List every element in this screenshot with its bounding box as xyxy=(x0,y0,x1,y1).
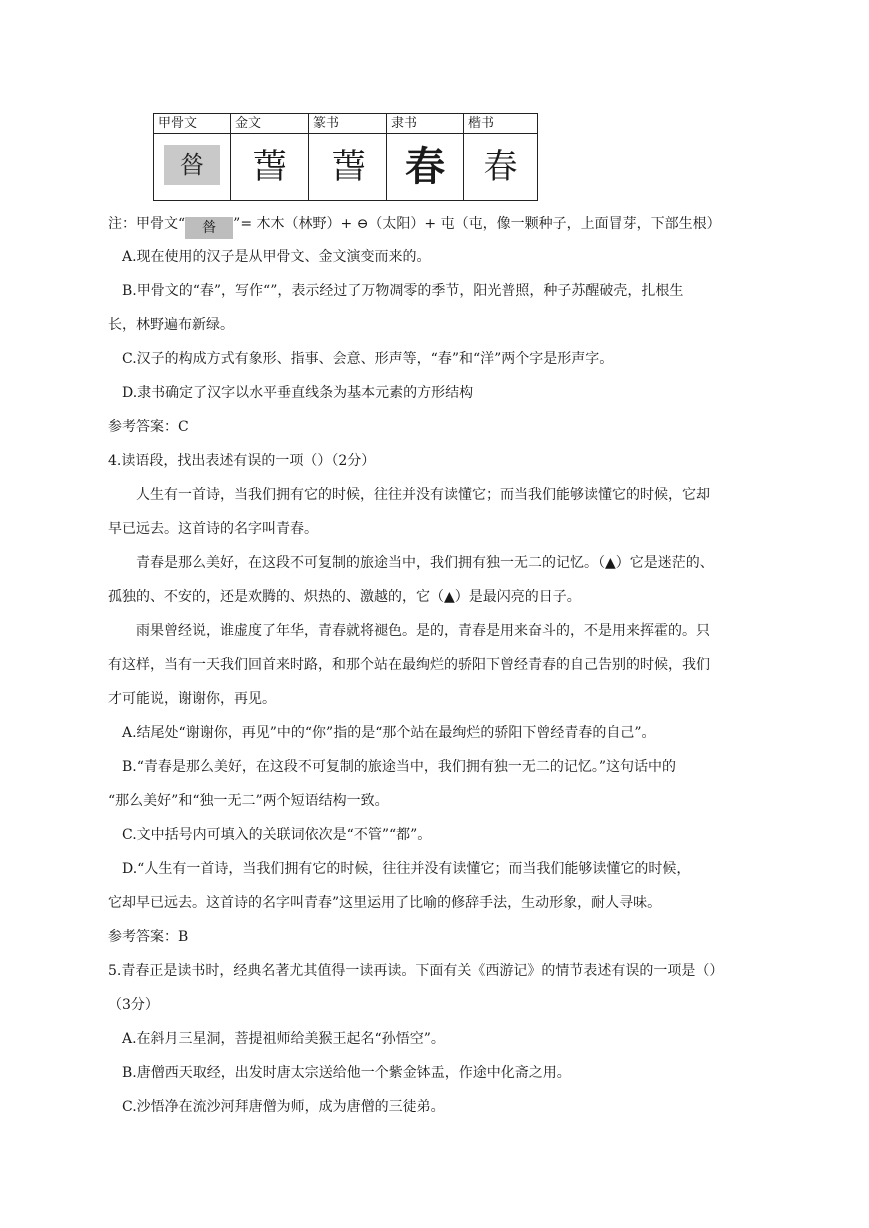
header-jinwen: 金文 xyxy=(231,114,309,134)
text-line: “那么美好”和“独一无二”两个短语结构一致。 xyxy=(108,793,389,809)
header-kaishu: 楷书 xyxy=(464,114,538,134)
text-line: B.唐僧西天取经，出发时唐太宗送给他一个紫金钵盂，作途中化斋之用。 xyxy=(122,1065,571,1081)
text-line: 才可能说，谢谢你，再见。 xyxy=(108,691,276,707)
header-zhuanshu: 篆书 xyxy=(309,114,387,134)
text-line: 孤独的、不安的，还是欢腾的、炽热的、激越的，它（▲）是最闪亮的日子。 xyxy=(108,589,581,605)
oracle-bone-inline-image: 㫺 xyxy=(185,217,233,239)
text-line: A.在斜月三星洞，菩提祖师给美猴王起名“孙悟空”。 xyxy=(122,1031,445,1047)
text-line: 它却早已远去。这首诗的名字叫青春”这里运用了比喻的修辞手法，生动形象，耐人寻味。 xyxy=(108,895,662,911)
bronze-glyph: 萅 xyxy=(252,147,287,187)
text-line: 人生有一首诗，当我们拥有它的时候，往往并没有读懂它；而当我们能够读懂它的时候，它却 xyxy=(136,487,710,503)
text-line: A.结尾处“谢谢你，再见”中的“你”指的是“那个站在最绚烂的骄阳下曾经青春的自己”。 xyxy=(122,725,656,741)
glyph-note: 注：甲骨文“ 㫺 ”= ⽊⽊（林野）+ ⊖（太阳）+ 屯（屯，像一颗种子，上面冒芽，下部生根） xyxy=(108,210,868,239)
text-line: A.现在使用的汉子是从甲骨文、金文演变而来的。 xyxy=(122,249,431,265)
regular-glyph: 春 xyxy=(483,147,518,187)
text-line: 4.读语段，找出表述有误的一项（）（2分） xyxy=(108,453,376,469)
text-line: B.甲骨文的“春”，写作“”，表示经过了万物凋零的季节，阳光普照，种子苏醒破壳，扎根生 xyxy=(122,283,684,299)
body-text xyxy=(108,240,768,1124)
table-header-row xyxy=(154,114,538,134)
text-line: （3分） xyxy=(108,997,159,1013)
text-line: D.“人生有一首诗，当我们拥有它的时候，往往并没有读懂它；而当我们能够读懂它的时候， xyxy=(122,861,691,877)
text-line: 5.青春正是读书时，经典名著尤其值得一读再读。下面有关《西游记》的情节表述有误的一项是（） xyxy=(108,963,724,979)
text-line: D.隶书确定了汉字以水平垂直线条为基本元素的方形结构 xyxy=(122,385,474,401)
glyph-cell-zhuanshu xyxy=(309,134,387,201)
clerical-glyph: 春 xyxy=(405,143,445,190)
text-line: 有这样，当有一天我们回首来时路，和那个站在最绚烂的骄阳下曾经青春的自己告别的时候，我们 xyxy=(108,657,710,673)
text-line: 长，林野遍布新绿。 xyxy=(108,317,234,333)
text-line: B.“青春是那么美好，在这段不可复制的旅途当中，我们拥有独一无二的记忆。”这句话中的 xyxy=(122,759,677,775)
seal-glyph: 萅 xyxy=(331,147,364,187)
text-line: C.沙悟净在流沙河拜唐僧为师，成为唐僧的三徒弟。 xyxy=(122,1099,445,1115)
text-line: 青春是那么美好，在这段不可复制的旅途当中，我们拥有独一无二的记忆。（▲）它是迷茫的、 xyxy=(136,555,714,571)
text-line: 参考答案：C xyxy=(108,419,189,435)
text-line: C.汉子的构成方式有象形、指事、会意、形声等，“春”和“洋”两个字是形声字。 xyxy=(122,351,614,367)
glyph-cell-jinwen xyxy=(231,134,309,201)
glyph-cell-jiaguwen xyxy=(154,134,231,201)
text-line: 雨果曾经说，谁虚度了年华，青春就将褪色。是的，青春是用来奋斗的，不是用来挥霍的。只 xyxy=(136,623,710,639)
text-line: C.文中括号内可填入的关联词依次是“不管”“都”。 xyxy=(122,827,432,843)
text-line: 早已远去。这首诗的名字叫青春。 xyxy=(108,521,318,537)
oracle-bone-image: 㫺 xyxy=(164,145,220,185)
header-lishu: 隶书 xyxy=(387,114,464,134)
glyph-cell-lishu xyxy=(387,134,464,201)
table-glyph-row xyxy=(154,134,538,201)
header-jiaguwen: 甲骨文 xyxy=(154,114,231,134)
script-evolution-table xyxy=(153,113,538,201)
text-line: 参考答案：B xyxy=(108,929,189,945)
glyph-cell-kaishu xyxy=(464,134,538,201)
